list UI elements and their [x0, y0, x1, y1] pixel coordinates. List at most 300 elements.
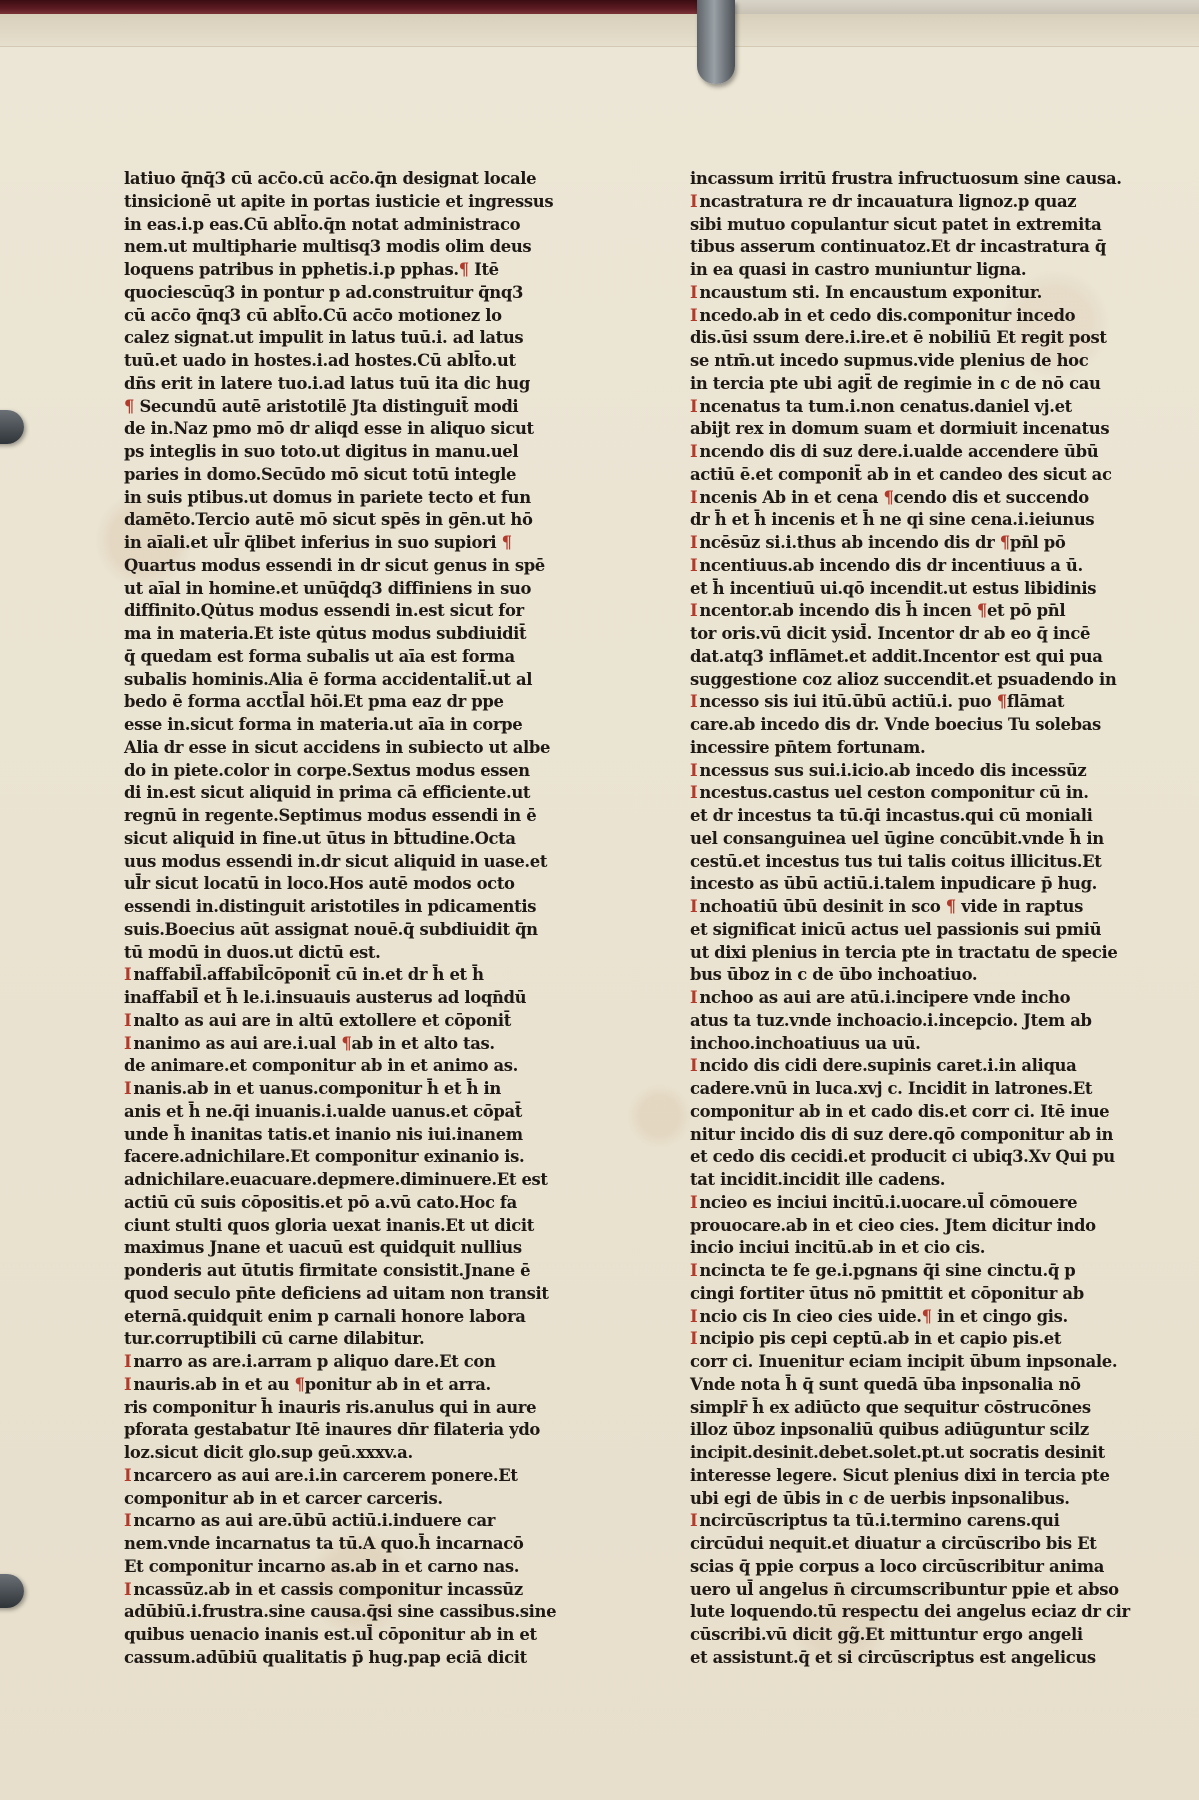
text-line	[690, 782, 1170, 805]
line-text: narro as are.i.arram p aliquo dare.Et con	[133, 1352, 496, 1371]
line-text: scias q̄ ppie corpus a loco circūscribitur anima	[690, 1556, 1105, 1576]
text-line	[690, 441, 1170, 464]
text-line	[690, 1465, 1170, 1488]
text-line	[690, 373, 1170, 396]
left-text-column	[124, 168, 594, 1670]
text-line	[124, 555, 594, 578]
line-text: esse in.sicut forma in materia.ut aīa in corpe	[124, 715, 523, 734]
rubricated-initial: I	[690, 305, 698, 325]
text-line	[124, 1351, 594, 1374]
line-text: de animare.et componitur ab in et animo as.	[124, 1056, 519, 1076]
line-text: quibus uenacio inanis est.ul̄ cōponitur ab in et	[124, 1625, 537, 1644]
line-text: unde h̄ inanitas tatis.et inanio nis iui.inanem	[124, 1124, 523, 1144]
line-text: Vnde nota h̄ q̄ sunt quedā ūba inpsonalia nō	[690, 1374, 1081, 1394]
line-text: nauris.ab in et au ¶ponitur ab in et arra.	[133, 1374, 491, 1394]
line-text: nanimo as aui are.i.ual ¶ab in et alto tas.	[133, 1033, 495, 1053]
line-text: nitur incido dis di suz dere.qō componitur ab in	[690, 1124, 1114, 1144]
line-text: q̄ quedam est forma subalis ut aīa est forma	[124, 646, 515, 666]
line-text: ncessus sus sui.i.icio.ab incedo dis incessūz	[699, 760, 1087, 780]
line-text: dn̄s erit in latere tuo.i.ad latus tuū ita dic hug	[124, 373, 530, 393]
line-text: incessire pn̄tem fortunam.	[690, 737, 926, 757]
text-line	[124, 873, 594, 896]
line-text: ubi egi de ūbis in c de uerbis inpsonalibus.	[690, 1488, 1070, 1508]
text-line	[690, 509, 1170, 532]
text-line	[124, 714, 594, 737]
text-line	[690, 214, 1170, 237]
line-text: suggestione coz alioz succendit.et psuadendo in	[690, 669, 1117, 689]
text-line	[124, 305, 594, 328]
text-line	[690, 282, 1170, 305]
line-text: incassum irritū frustra infructuosum sine causa.	[690, 169, 1122, 188]
text-line	[690, 1556, 1170, 1579]
rubricated-initial: I	[690, 1261, 698, 1280]
rubricated-initial: I	[124, 1010, 132, 1030]
line-text: pforata gestabatur Itē inaures dn̄r filateria ydo	[124, 1420, 541, 1440]
line-text: ncentiuus.ab incendo dis dr incentiuus a ū.	[699, 555, 1083, 575]
line-text: et dr incestus ta tū.q̄i incastus.qui cū moniali	[690, 806, 1093, 825]
text-line	[124, 464, 594, 487]
text-line	[690, 691, 1170, 714]
text-line	[124, 760, 594, 783]
line-text: ncenis Ab in et cena ¶cendo dis et succendo	[699, 487, 1089, 507]
text-line	[124, 350, 594, 373]
paragraph-mark-icon: ¶	[501, 533, 512, 552]
rubricated-initial: I	[124, 1374, 132, 1394]
line-text: sicut aliquid in fine.ut ūtus in bt̄tudine.Octa	[124, 828, 516, 848]
line-text: di in.est sicut aliquid in prima cā efficiente.ut	[124, 783, 531, 803]
text-line	[690, 1010, 1170, 1033]
line-text: tū modū in duos.ut dictū est.	[124, 942, 381, 962]
text-line	[690, 964, 1170, 987]
line-text: ncēsūz si.i.thus ab incendo dis dr ¶pn̄l pō	[699, 533, 1066, 552]
line-text: nem.ut multipharie multisq3 modis olim deus	[124, 237, 532, 257]
line-text: dat.atq3 inflāmet.et addit.Incentor est qui pua	[690, 646, 1103, 666]
line-text: essendi in.distinguit aristotiles in pdicamentis	[124, 897, 537, 916]
text-line	[690, 464, 1170, 487]
line-text: ris componitur h̄ inauris ris.anulus qui in aure	[124, 1397, 537, 1417]
rubricated-initial: I	[124, 965, 132, 985]
line-text: Alia dr esse in sicut accidens in subiecto ut albe	[124, 737, 551, 757]
line-text: damēto.Tercio autē mō sicut spēs in gēn.ut hō	[124, 510, 533, 530]
text-line	[690, 555, 1170, 578]
line-text: subalis hominis.Alia ē forma accidentalit̄.ut al	[124, 669, 533, 689]
rubricated-initial: I	[124, 1033, 132, 1053]
text-line	[690, 396, 1170, 419]
text-line	[124, 1124, 594, 1147]
line-text: loquens patribus in pphetis.i.p pphas.¶ Itē	[124, 260, 499, 279]
text-line	[124, 1647, 594, 1670]
line-text: calez signat.ut impulit in latus tuū.i. ad latus	[124, 328, 524, 348]
line-text: adnichilare.euacuare.depmere.diminuere.Et est	[124, 1170, 548, 1189]
line-text: maximus Jnane et uacuū est quidquit nullius	[124, 1238, 522, 1258]
line-text: ncieo es inciui incitū.i.uocare.ul̄ cōmouere	[699, 1192, 1078, 1212]
text-line	[124, 1397, 594, 1420]
text-line	[124, 646, 594, 669]
rubricated-initial: I	[690, 1511, 698, 1531]
paragraph-mark-icon: ¶	[921, 1306, 932, 1326]
text-line	[690, 873, 1170, 896]
paragraph-mark-icon: ¶	[341, 1033, 352, 1053]
text-line	[690, 623, 1170, 646]
text-line	[124, 623, 594, 646]
text-line	[124, 1078, 594, 1101]
line-text: incesto as ūbū actiū.i.talem inpudicare p̄ hug.	[690, 874, 1098, 894]
text-line	[124, 1283, 594, 1306]
text-line	[690, 327, 1170, 350]
line-text: circūdui nequit.et diuatur a circūscribo bis Et	[690, 1534, 1097, 1553]
text-line	[124, 669, 594, 692]
rubricated-initial: I	[124, 1511, 132, 1531]
rubricated-initial: I	[690, 692, 698, 712]
text-line	[690, 350, 1170, 373]
text-line	[690, 1647, 1170, 1670]
text-line	[690, 532, 1170, 555]
rubricated-initial: I	[690, 396, 698, 416]
text-line	[690, 646, 1170, 669]
text-line	[690, 1397, 1170, 1420]
text-line	[690, 487, 1170, 510]
text-line	[124, 987, 594, 1010]
text-line	[690, 1283, 1170, 1306]
text-line	[124, 1442, 594, 1465]
line-text: ncestus.castus uel ceston componitur cū in.	[699, 783, 1089, 803]
line-text: et cedo dis cecidi.et producit ci ubiq3.Xv Qui pu	[690, 1147, 1115, 1167]
text-line	[124, 1601, 594, 1624]
line-text: abijt rex in domum suam et dormiuit incenatus	[690, 419, 1110, 439]
line-text: nchoatiū ūbū desinit in sco ¶ vide in raptus	[699, 897, 1083, 916]
line-text: ciunt stulti quos gloria uexat inanis.Et ut dicit	[124, 1215, 534, 1235]
text-line	[124, 1556, 594, 1579]
text-line	[690, 896, 1170, 919]
metal-clip-icon	[0, 1574, 24, 1608]
line-text: et assistunt.q̄ et si circūscriptus est angelicus	[690, 1647, 1096, 1667]
paper-top-edge	[0, 14, 1199, 47]
text-line	[690, 919, 1170, 942]
line-text: lute loquendo.tū respectu dei angelus eciaz dr cir	[690, 1602, 1130, 1622]
text-line	[124, 737, 594, 760]
text-line	[690, 168, 1170, 191]
line-text: anis et h̄ ne.q̄i inuanis.i.ualde uanus.et cōpat̄	[124, 1101, 522, 1121]
paragraph-mark-icon: ¶	[945, 897, 956, 916]
line-text: ncipio pis cepi ceptū.ab in et capio pis.et	[699, 1329, 1062, 1349]
text-line	[690, 760, 1170, 783]
metal-clip-icon	[697, 0, 735, 84]
line-text: adūbiū.i.frustra.sine causa.q̄si sine cassibus.sine	[124, 1602, 557, 1622]
line-text: ncarcero as aui are.i.in carcerem ponere.Et	[133, 1465, 518, 1485]
line-text: ncaustum sti. In encaustum exponitur.	[699, 282, 1042, 302]
text-line	[124, 191, 594, 214]
mount-edge	[700, 0, 1199, 14]
line-text: bedo ē forma acctl̄al hōi.Et pma eaz dr ppe	[124, 692, 504, 712]
text-line	[124, 487, 594, 510]
paragraph-mark-icon: ¶	[999, 533, 1010, 552]
line-text: nem.vnde incarnatus ta tū.A quo.h̄ incarnacō	[124, 1534, 524, 1553]
rubricated-initial: I	[124, 1579, 132, 1599]
text-line	[124, 896, 594, 919]
line-text: componitur ab in et cado dis.et corr ci. Itē inue	[690, 1101, 1110, 1121]
line-text: ¶ Secundū autē aristotilē Jta distinguit̄ modi	[124, 396, 519, 416]
line-text: ncastratura re dr incauatura lignoz.p quaz	[699, 191, 1077, 211]
line-text: ut dixi plenius in tercia pte in tractatu de specie	[690, 942, 1118, 962]
line-text: se ntm̄.ut incedo supmus.vide plenius de hoc	[690, 351, 1089, 370]
text-line	[124, 1510, 594, 1533]
text-line	[124, 441, 594, 464]
line-text: corr ci. Inuenitur eciam incipit ūbum inpsonale.	[690, 1352, 1118, 1371]
text-line	[124, 1579, 594, 1602]
line-text: nanis.ab in et uanus.componitur h̄ et h̄ in	[133, 1079, 501, 1098]
line-text: eternā.quidquit enim p carnali honore labora	[124, 1306, 526, 1326]
rubricated-initial: I	[690, 1329, 698, 1349]
text-line	[690, 1033, 1170, 1056]
text-line	[690, 1306, 1170, 1329]
text-line	[690, 1237, 1170, 1260]
line-text: facere.adnichilare.Et componitur exinanio is.	[124, 1147, 525, 1167]
right-text-column	[690, 168, 1170, 1670]
text-line	[690, 191, 1170, 214]
text-line	[690, 1488, 1170, 1511]
line-text: dr h̄ et h̄ incenis et h̄ ne qi sine cena.i.ieiunus	[690, 510, 1095, 530]
line-text: regnū in regente.Septimus modus essendi in ē	[124, 806, 537, 825]
text-line	[124, 373, 594, 396]
text-line	[690, 578, 1170, 601]
line-text: diffinito.Qu̇tus modus essendi in.est sicut for	[124, 601, 524, 621]
line-text: ncircūscriptus ta tū.i.termino carens.qui	[699, 1511, 1060, 1531]
metal-clip-icon	[0, 410, 24, 444]
text-line	[124, 1215, 594, 1238]
text-line	[690, 1419, 1170, 1442]
text-line	[124, 782, 594, 805]
rubricated-initial: I	[690, 191, 698, 211]
text-line	[124, 259, 594, 282]
line-text: naffabil̄.affabil̄cōponit̄ cū in.et dr h̄ et h̄	[133, 965, 484, 985]
text-line	[124, 532, 594, 555]
line-text: latiuo q̄nq̄3 cū acc̄o.cū acc̄o.q̄n designat locale	[124, 169, 537, 188]
line-text: ncentor.ab incendo dis h̄ incen ¶et pō pn̄l	[699, 601, 1066, 621]
text-line	[124, 1010, 594, 1033]
text-line	[124, 1055, 594, 1078]
text-line	[124, 1192, 594, 1215]
line-text: actiū ē.et componit̄ ab in et candeo des sicut ac	[690, 464, 1112, 484]
line-text: ul̄r sicut locatū in loco.Hos autē modos octo	[124, 874, 515, 894]
rubricated-initial: I	[690, 533, 698, 552]
text-line	[690, 714, 1170, 737]
line-text: in eas.i.p eas.Cū ablt̄o.q̄n notat administraco	[124, 214, 521, 234]
paragraph-mark-icon: ¶	[996, 692, 1007, 712]
text-line	[124, 1033, 594, 1056]
line-text: cassum.adūbiū qualitatis p̄ hug.pap eciā dicit	[124, 1647, 527, 1667]
text-line	[124, 418, 594, 441]
line-text: nchoo as aui are atū.i.incipere vnde incho	[699, 988, 1071, 1007]
text-line	[690, 259, 1170, 282]
text-line	[124, 942, 594, 965]
text-line	[124, 509, 594, 532]
text-line	[124, 1374, 594, 1397]
text-line	[690, 669, 1170, 692]
line-text: tat incidit.incidit ille cadens.	[690, 1170, 946, 1189]
rubricated-initial: I	[690, 442, 698, 461]
rubricated-initial: I	[690, 760, 698, 780]
text-line	[690, 1055, 1170, 1078]
text-line	[124, 919, 594, 942]
line-text: cingi fortiter ūtus nō pmittit et cōponitur ab	[690, 1283, 1084, 1303]
line-text: tuū.et uado in hostes.i.ad hostes.Cū ablt̄o.ut	[124, 351, 516, 370]
line-text: in aīali.et ul̄r q̄libet inferius in suo supiori ¶	[124, 533, 512, 552]
line-text: do in piete.color in corpe.Sextus modus essen	[124, 760, 530, 780]
line-text: care.ab incedo dis dr. Vnde boecius Tu solebas	[690, 715, 1101, 734]
line-text: paries in domo.Secūdo mō sicut totū integle	[124, 464, 517, 484]
text-line	[690, 1101, 1170, 1124]
text-line	[690, 236, 1170, 259]
text-line	[124, 1533, 594, 1556]
text-line	[690, 1215, 1170, 1238]
text-line	[690, 851, 1170, 874]
text-line	[690, 1624, 1170, 1647]
line-text: ps integlis in suo toto.ut digitus in manu.uel	[124, 442, 519, 461]
line-text: Quartus modus essendi in dr sicut genus in spē	[124, 555, 545, 575]
paragraph-mark-icon: ¶	[124, 396, 135, 416]
paragraph-mark-icon: ¶	[458, 260, 469, 279]
line-text: cestū.et incestus tus tui talis coitus illicitus.Et	[690, 851, 1102, 871]
line-text: tinsicionē ut apite in portas iusticie et ingressus	[124, 191, 554, 211]
rubricated-initial: I	[690, 1306, 698, 1326]
text-line	[690, 1260, 1170, 1283]
text-line	[124, 1169, 594, 1192]
line-text: componitur ab in et carcer carceris.	[124, 1488, 443, 1508]
text-line	[690, 1510, 1170, 1533]
text-line	[124, 1306, 594, 1329]
line-text: ponderis aut ūtutis firmitate consistit.Jnane ē	[124, 1261, 531, 1280]
line-text: quociescūq3 in pontur p ad.construitur q̄nq3	[124, 282, 524, 302]
text-line	[124, 851, 594, 874]
text-line	[124, 1237, 594, 1260]
text-line	[690, 1601, 1170, 1624]
text-line	[690, 1078, 1170, 1101]
line-text: tor oris.vū dicit ysid̄. Incentor dr ab eo q̄ incē	[690, 624, 1091, 643]
text-line	[124, 1101, 594, 1124]
line-text: uus modus essendi in.dr sicut aliquid in uase.et	[124, 851, 548, 871]
text-line	[124, 828, 594, 851]
line-text: bus ūboz in c de ūbo inchoatiuo.	[690, 965, 978, 985]
text-line	[124, 1488, 594, 1511]
text-line	[124, 327, 594, 350]
line-text: quod seculo pn̄te deficiens ad uitam non transit	[124, 1283, 549, 1303]
line-text: in tercia pte ubi agit̄ de regimie in c de nō cau	[690, 373, 1101, 393]
rubricated-initial: I	[690, 601, 698, 621]
line-text: atus ta tuz.vnde inchoacio.i.incepcio. Jtem ab	[690, 1010, 1092, 1030]
line-text: illoz ūboz inpsonaliū quibus adiūguntur scilz	[690, 1420, 1089, 1440]
rubricated-initial: I	[690, 897, 698, 916]
line-text: ncido dis cidi dere.supinis caret.i.in aliqua	[699, 1056, 1077, 1076]
text-line	[124, 214, 594, 237]
text-line	[690, 805, 1170, 828]
line-text: et significat inicū actus uel passionis sui pmiū	[690, 919, 1102, 939]
text-line	[124, 805, 594, 828]
line-text: tibus asserum continuatoz.Et dr incastratura q̄	[690, 237, 1106, 257]
paragraph-mark-icon: ¶	[294, 1374, 305, 1394]
line-text: uero ul̄ angelus n̄ circumscribuntur ppie et abso	[690, 1579, 1119, 1599]
text-line	[124, 964, 594, 987]
line-text: inaffabil̄ et h̄ le.i.insuauis austerus ad loqn̄dū	[124, 988, 527, 1007]
text-line	[124, 236, 594, 259]
text-line	[690, 987, 1170, 1010]
text-line	[690, 1579, 1170, 1602]
line-text: tur.corruptibili cū carne dilabitur.	[124, 1329, 425, 1349]
line-text: actiū cū suis cōpositis.et pō a.vū cato.Hoc fa	[124, 1192, 517, 1212]
line-text: Et componitur incarno as.ab in et carno nas.	[124, 1556, 520, 1576]
line-text: ncendo dis di suz dere.i.ualde accendere ūbū	[699, 442, 1099, 461]
text-line	[124, 282, 594, 305]
line-text: ma in materia.Et iste qu̇tus modus subdiuidit̄	[124, 624, 527, 643]
line-text: incio inciui incitū.ab in et cio cis.	[690, 1238, 986, 1258]
rubricated-initial: I	[690, 988, 698, 1007]
text-line	[690, 828, 1170, 851]
text-line	[690, 1124, 1170, 1147]
line-text: cadere.vnū in luca.xvj c. Incidit in latrones.Et	[690, 1079, 1093, 1098]
paragraph-mark-icon: ¶	[883, 487, 894, 507]
line-text: ncarno as aui are.ūbū actiū.i.induere car	[133, 1511, 496, 1531]
line-text: sibi mutuo copulantur sicut patet in extremita	[690, 214, 1102, 234]
line-text: ncincta te fe ge.i.pgnans q̄i sine cinctu.q̄ p	[699, 1261, 1076, 1280]
rubricated-initial: I	[690, 1056, 698, 1076]
rubricated-initial: I	[690, 1192, 698, 1212]
line-text: prouocare.ab in et cieo cies. Jtem dicitur indo	[690, 1215, 1096, 1235]
line-text: simplr̄ h̄ ex adiūcto que sequitur cōstrucōnes	[690, 1397, 1091, 1417]
line-text: de in.Naz pmo mō dr aliqd esse in aliquo sicut	[124, 419, 534, 439]
line-text: ncassūz.ab in et cassis componitur incassūz	[133, 1579, 523, 1599]
line-text: in suis ptibus.ut domus in pariete tecto et fun	[124, 487, 531, 507]
line-text: ncio cis In cieo cies uide.¶ in et cingo gis.	[699, 1306, 1068, 1326]
text-line	[690, 1169, 1170, 1192]
text-line	[690, 1533, 1170, 1556]
text-line	[690, 1351, 1170, 1374]
line-text: inchoo.inchoatiuus ua uū.	[690, 1033, 921, 1053]
line-text: interesse legere. Sicut plenius dixi in tercia pte	[690, 1465, 1110, 1485]
line-text: ncenatus ta tum.i.non cenatus.daniel vj.et	[699, 396, 1072, 416]
line-text: nalto as aui are in altū extollere et cōponit̄	[133, 1010, 511, 1030]
text-line	[124, 396, 594, 419]
text-line	[124, 1328, 594, 1351]
rubricated-initial: I	[124, 1079, 132, 1098]
rubricated-initial: I	[690, 783, 698, 803]
rubricated-initial: I	[124, 1352, 132, 1371]
text-line	[690, 305, 1170, 328]
text-line	[124, 1146, 594, 1169]
line-text: ncedo.ab in et cedo dis.componitur incedo	[699, 305, 1076, 325]
rubricated-initial: I	[124, 1465, 132, 1485]
rubricated-initial: I	[690, 282, 698, 302]
line-text: cū acc̄o q̄nq3 cū ablt̄o.Cū acc̄o motionez lo	[124, 305, 502, 325]
text-line	[124, 1465, 594, 1488]
text-line	[124, 1624, 594, 1647]
text-line	[690, 942, 1170, 965]
line-text: uel consanguinea uel ūgine concūbit.vnde h̄ in	[690, 828, 1104, 848]
text-line	[690, 418, 1170, 441]
line-text: incipit.desinit.debet.solet.pt.ut socratis desinit	[690, 1443, 1105, 1462]
line-text: ncesso sis iui itū.ūbū actiū.i. puo ¶flāmat	[699, 692, 1065, 712]
text-line	[690, 1328, 1170, 1351]
rubricated-initial: I	[690, 487, 698, 507]
line-text: loz.sicut dicit glo.sup geū.xxxv.a.	[124, 1443, 413, 1462]
line-text: dis.ūsi ssum dere.i.ire.et ē nobiliū Et regit post	[690, 328, 1107, 348]
line-text: in ea quasi in castro muniuntur ligna.	[690, 260, 1027, 279]
text-line	[690, 1442, 1170, 1465]
text-line	[124, 691, 594, 714]
line-text: suis.Boecius aūt assignat nouē.q̄ subdiuidit q̄n	[124, 919, 538, 939]
text-line	[690, 1374, 1170, 1397]
text-line	[124, 1419, 594, 1442]
line-text: ut aīal in homine.et unūq̄dq3 diffiniens in suo	[124, 578, 532, 598]
line-text: et h̄ incentiuū ui.qō incendit.ut estus libidinis	[690, 578, 1097, 598]
